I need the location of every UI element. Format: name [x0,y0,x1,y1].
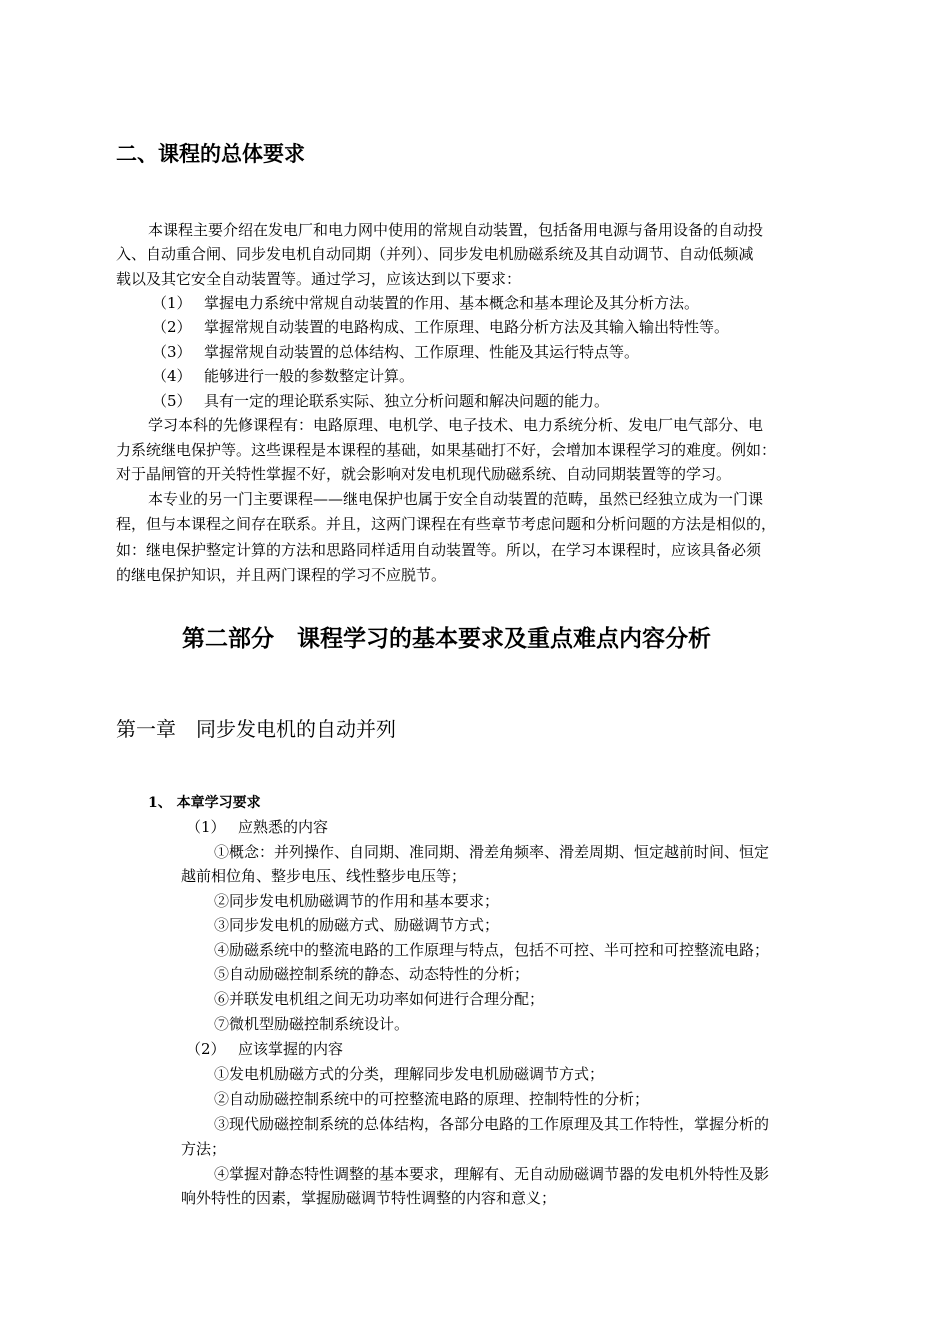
list-item: 方法； [181,1140,227,1158]
intro-line: 载以及其它安全自动装置等。通过学习，应该达到以下要求： [116,270,522,288]
requirement-number: （1） [152,294,192,312]
list-item: 响外特性的因素，掌握励磁调节特性调整的内容和意义； [181,1189,557,1207]
study-req-heading: 1、 本章学习要求 [148,795,261,811]
list-item: 越前相位角、整步电压、线性整步电压等； [181,867,467,885]
subsection-label: 应熟悉的内容 [238,818,329,836]
list-item: ①概念：并列操作、自同期、准同期、滑差角频率、滑差周期、恒定越前时间、恒定 [214,843,770,861]
list-item: ④励磁系统中的整流电路的工作原理与特点，包括不可控、半可控和可控整流电路； [214,941,770,959]
subsection-number: （2） [186,1040,226,1058]
requirement-item [152,340,639,364]
requirement-item [152,315,729,339]
requirement-number: （4） [152,367,192,385]
chapter-title: 第一章 同步发电机的自动并列 [116,717,396,741]
list-item: ②自动励磁控制系统中的可控整流电路的原理、控制特性的分析； [214,1090,650,1108]
prereq-line: 对于晶闸管的开关特性掌握不好，就会影响对发电机现代励磁系统、自动同期装置等的学习。 [116,465,732,483]
prereq-line: 学习本科的先修课程有：电路原理、电机学、电子技术、电力系统分析、发电厂电气部分、电 [148,416,764,434]
relay-line: 本专业的另一门主要课程——继电保护也属于安全自动装置的范畴，虽然已经独立成为一门课 [148,490,764,508]
requirement-text: 具有一定的理论联系实际、独立分析问题和解决问题的能力。 [204,392,610,410]
requirement-number: （3） [152,343,192,361]
requirement-item [152,364,414,388]
requirement-item [152,389,609,413]
part-title: 第二部分 课程学习的基本要求及重点难点内容分析 [182,626,711,652]
requirement-number: （5） [152,392,192,410]
intro-line: 本课程主要介绍在发电厂和电力网中使用的常规自动装置，包括备用电源与备用设备的自动投 [148,221,764,239]
list-item: ③同步发电机的励磁方式、励磁调节方式； [214,916,500,934]
list-item: ③现代励磁控制系统的总体结构，各部分电路的工作原理及其工作特性，掌握分析的 [214,1115,770,1133]
requirement-text: 能够进行一般的参数整定计算。 [204,367,415,385]
requirement-number: （2） [152,318,192,336]
intro-line: 入、自动重合闸、同步发电机自动同期（并列）、同步发电机励磁系统及其自动调节、自动低频减 [116,245,754,263]
list-item: ⑥并联发电机组之间无功功率如何进行合理分配； [214,990,545,1008]
relay-line: 如：继电保护整定计算的方法和思路同样适用自动装置等。所以，在学习本课程时，应该具备必须 [116,541,762,559]
prereq-line: 力系统继电保护等。这些课程是本课程的基础，如果基础打不好，会增加本课程学习的难度。例如： [116,441,777,459]
subsection-heading [186,1037,343,1061]
list-item: ②同步发电机励磁调节的作用和基本要求； [214,892,500,910]
requirement-text: 掌握电力系统中常规自动装置的作用、基本概念和基本理论及其分析方法。 [204,294,700,312]
list-item: ④掌握对静态特性调整的基本要求，理解有、无自动励磁调节器的发电机外特性及影 [214,1165,770,1183]
subsection-number: （1） [186,818,226,836]
relay-line: 的继电保护知识，并且两门课程的学习不应脱节。 [116,566,447,584]
list-item: ⑤自动励磁控制系统的静态、动态特性的分析； [214,965,530,983]
list-item: ①发电机励磁方式的分类，理解同步发电机励磁调节方式； [214,1065,605,1083]
requirement-text: 掌握常规自动装置的电路构成、工作原理、电路分析方法及其输入输出特性等。 [204,318,730,336]
relay-line: 程，但与本课程之间存在联系。并且，这两门课程在有些章节考虑问题和分析问题的方法是相似的， [116,515,777,533]
subsection-label: 应该掌握的内容 [238,1040,344,1058]
list-item: ⑦微机型励磁控制系统设计。 [214,1015,410,1033]
requirement-item [152,291,699,315]
subsection-heading [186,815,328,839]
section-title: 二、课程的总体要求 [116,142,305,166]
requirement-text: 掌握常规自动装置的总体结构、工作原理、性能及其运行特点等。 [204,343,640,361]
